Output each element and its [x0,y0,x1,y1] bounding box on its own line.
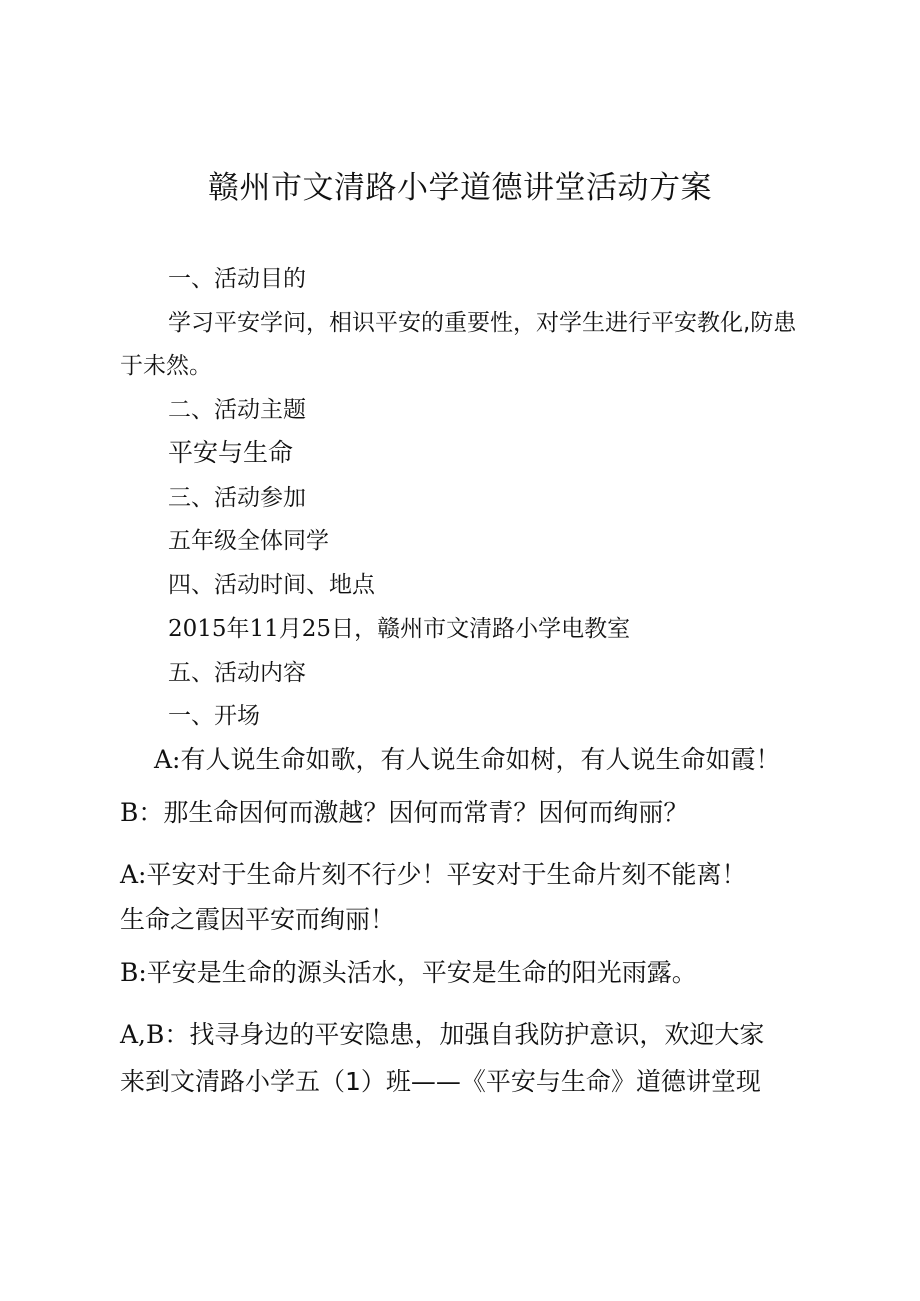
dialogue-text: 找寻身边的平安隐患，加强自我防护意识，欢迎大家 [189,1020,765,1049]
dialogue-line [120,956,697,990]
section-heading-time-place: 四、活动时间、地点 [168,572,375,598]
section-heading-theme: 二、活动主题 [168,397,306,423]
dialogue-speaker: A,B： [120,1020,190,1049]
dialogue-line [120,903,395,937]
section-heading-purpose: 一、活动目的 [168,266,306,292]
time-place-date: 2015年11月25日， [168,616,378,642]
dialogue-text: 那生命因何而激越？因何而常青？因何而绚丽？ [163,798,689,827]
dialogue-text: 有人说生命如歌，有人说生命如树，有人说生命如霞！ [180,745,781,774]
dialogue-text: 平安是生命的源头活水，平安是生命的阳光雨露。 [146,958,697,987]
time-place-location: 赣州市文清路小学电教室 [377,616,631,642]
dialogue-text: 生命之霞因平安而绚丽！ [120,905,396,934]
purpose-text-line-2: 于未然。 [120,353,212,379]
dialogue-speaker: A: [120,860,147,889]
section-heading-content: 五、活动内容 [168,660,306,686]
dialogue-text: 来到文清路小学五（1）班——《平安与生命》道德讲堂现 [120,1067,761,1096]
dialogue-speaker: B： [120,798,164,827]
time-place-text [168,614,630,644]
theme-text: 平安与生命 [168,438,294,467]
dialogue-line [120,1018,764,1052]
dialogue-text: 平安对于生命片刻不行少！平安对于生命片刻不能离！ [146,860,747,889]
dialogue-line [154,743,781,777]
document-title: 赣州市文清路小学道德讲堂活动方案 [208,170,712,206]
dialogue-speaker: A: [154,745,181,774]
dialogue-line [120,796,688,830]
dialogue-speaker: B: [120,958,147,987]
participants-text: 五年级全体同学 [168,528,329,554]
purpose-text-line-1: 学习平安学问，相识平安的重要性，对学生进行平安教化,防患 [168,310,797,336]
dialogue-line [120,858,747,892]
dialogue-line [120,1065,761,1099]
subsection-heading-opening: 一、开场 [168,703,260,729]
section-heading-participants: 三、活动参加 [168,485,306,511]
